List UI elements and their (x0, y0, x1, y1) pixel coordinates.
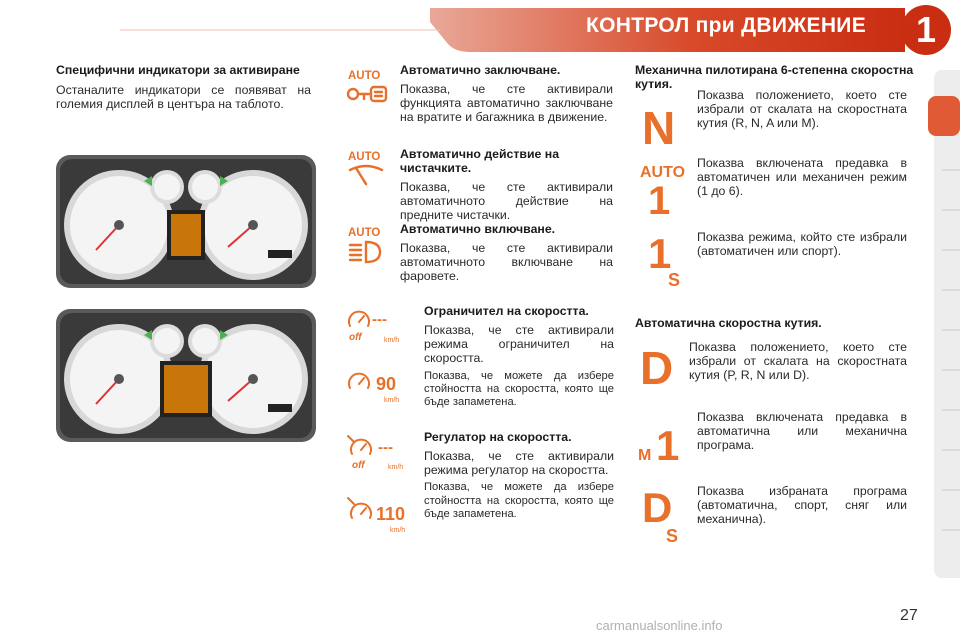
gear-m1-block (697, 410, 907, 453)
speed-limiter-value-icon (344, 364, 410, 411)
chapter-number: 1 (915, 9, 937, 50)
gear-auto-1-text: Показва включената предавка в автоматичен или механичен режим (1 до 6). (697, 156, 907, 199)
manual-gearbox-title: Механична пилотирана 6-степенна скоростна кутия. (635, 63, 914, 91)
svg-text:110: 110 (376, 504, 406, 524)
speed-limiter-off-icon (344, 304, 410, 351)
gear-auto-1-block (697, 156, 907, 199)
gear-d-text: Показва положението, което сте избрали от скалата на скоростната кутия (P, R, N или D). (689, 340, 907, 383)
auto-lock-title: Автоматично заключване. (400, 63, 561, 77)
gear-1-sport-icon (642, 228, 692, 293)
gear-n-text: Показва положението, което сте избрали от скалата на скоростната кутия (R, N, A или M). (697, 88, 907, 131)
speed-limiter-text: Показва, че сте активирали режима ограничител на скоростта. (424, 323, 614, 366)
svg-text:90: 90 (376, 374, 397, 394)
svg-text:km/h: km/h (384, 397, 400, 404)
gear-1-sport-text: Показва режима, който сте избрали (автоматичен или спорт). (697, 230, 907, 259)
gear-d-sport-block (697, 484, 907, 527)
svg-text:---: --- (378, 439, 393, 456)
gear-d-icon (638, 340, 688, 395)
cruise-control-value-icon (344, 490, 420, 541)
cruise-control-section (424, 430, 614, 521)
left-heading: Специфични индикатори за активиране (56, 63, 300, 77)
svg-text:km/h: km/h (384, 337, 400, 344)
cruise-control-title: Регулатор на скоростта. (424, 430, 572, 444)
gear-d-sport-icon (640, 482, 692, 549)
auto-headlight-icon (344, 224, 390, 271)
cruise-control-text2: Показва, че можете да избере стойността на скоростта, която ще бъде запаметена. (424, 481, 614, 520)
auto-lock-section (400, 63, 613, 125)
svg-text:D: D (640, 342, 674, 390)
manual-gearbox-heading-block (635, 63, 915, 91)
auto-wiper-title: Автоматично действие на чистачките. (400, 147, 560, 175)
page-number: 27 (900, 607, 918, 624)
svg-text:S: S (666, 526, 679, 544)
svg-text:AUTO: AUTO (348, 151, 381, 163)
gear-m1-text: Показва включената предавка в автоматична или механична програма. (697, 410, 907, 453)
instrument-cluster-image-2 (56, 309, 316, 442)
auto-headlight-title: Автоматично включване. (400, 222, 556, 236)
gear-n-icon (640, 100, 690, 155)
svg-text:N: N (642, 102, 676, 150)
auto-lock-icon (344, 66, 390, 111)
auto-gearbox-heading-block (635, 316, 915, 330)
auto-gearbox-title: Автоматична скоростна кутия. (635, 316, 822, 330)
auto-headlight-section (400, 222, 613, 284)
auto-wiper-text: Показва, че сте активирали автоматичното действие на предните чистачки. (400, 180, 613, 223)
watermark: carmanualsonline.info (596, 618, 723, 633)
gear-m1-icon (638, 416, 690, 473)
gear-n-block (697, 88, 907, 131)
gear-1-sport-block (697, 230, 907, 258)
instrument-cluster-image-1 (56, 155, 316, 288)
gear-auto-1-icon (640, 160, 690, 221)
svg-text:---: --- (372, 311, 387, 328)
auto-wiper-icon (344, 148, 390, 193)
svg-text:AUTO: AUTO (348, 70, 381, 82)
left-text: Останалите индикатори се появяват на големия дисплей в центъра на таблото. (56, 83, 311, 112)
chapter-tabs (928, 70, 960, 578)
page-title: КОНТРОЛ при ДВИЖЕНИЕ (586, 14, 866, 37)
svg-text:S: S (668, 270, 681, 288)
gear-d-sport-text: Показва избраната програма (автоматична, спорт, сняг или механична). (697, 484, 907, 527)
auto-wiper-section (400, 147, 613, 223)
auto-lock-text: Показва, че сте активирали функцията автоматично заключване на вратите и багажника в движение. (400, 82, 613, 125)
header-bar (0, 0, 960, 60)
svg-text:off: off (352, 460, 365, 471)
svg-text:D: D (642, 484, 673, 531)
auto-headlight-text: Показва, че сте активирали автоматичното включване на фаровете. (400, 241, 613, 284)
svg-text:AUTO: AUTO (640, 164, 686, 181)
speed-limiter-title: Ограничител на скоростта. (424, 304, 589, 318)
svg-text:1: 1 (648, 230, 672, 277)
gear-d-block (689, 340, 907, 383)
svg-text:AUTO: AUTO (348, 227, 381, 239)
cruise-control-off-icon (344, 430, 420, 477)
speed-limiter-text2: Показва, че можете да избере стойността на скоростта, която ще бъде запаметена. (424, 369, 614, 409)
svg-text:1: 1 (648, 179, 671, 216)
speed-limiter-section (424, 304, 614, 409)
cruise-control-text: Показва, че сте активирали режима регулатор на скоростта. (424, 449, 614, 478)
svg-text:M: M (638, 447, 652, 464)
svg-text:km/h: km/h (390, 527, 406, 534)
left-intro (56, 63, 311, 111)
svg-text:km/h: km/h (388, 464, 404, 471)
svg-text:off: off (349, 332, 362, 343)
svg-text:1: 1 (656, 422, 680, 468)
